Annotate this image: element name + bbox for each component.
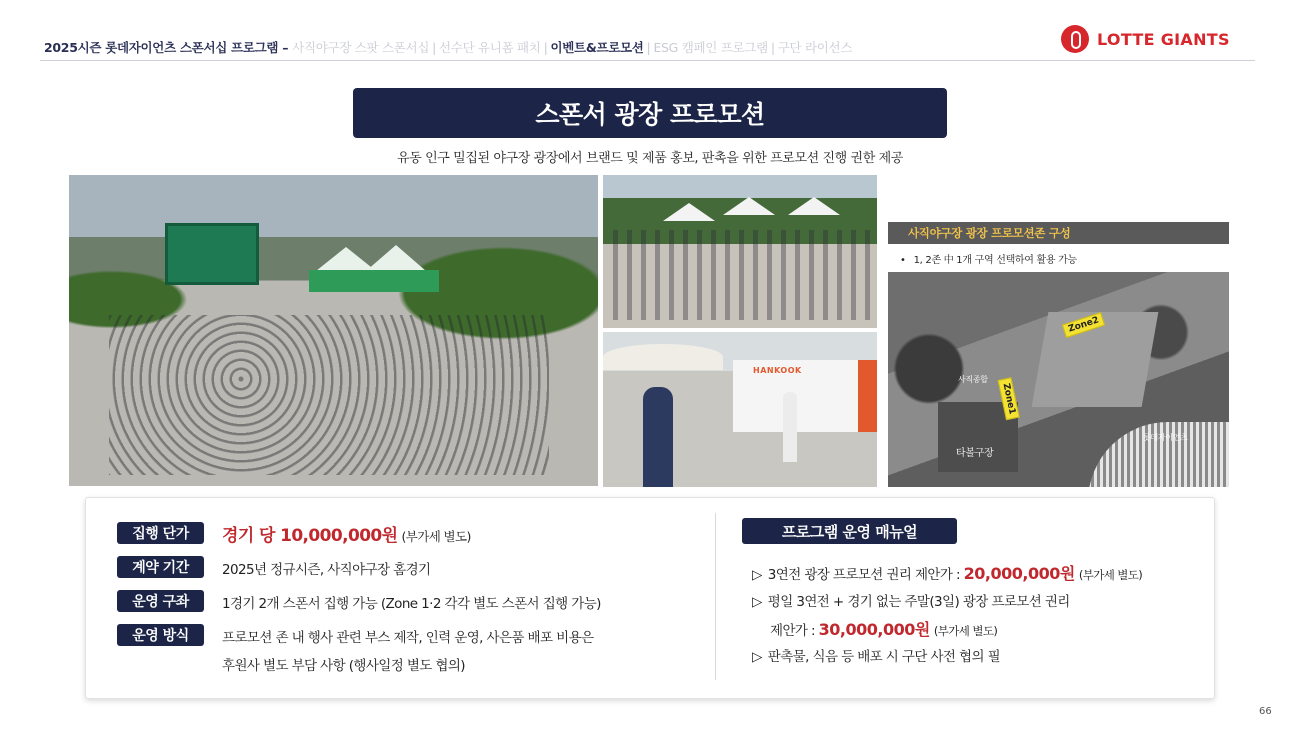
value-operation-1: 프로모션 존 내 행사 관련 부스 제작, 인력 운영, 사은품 배포 비용은 — [222, 630, 594, 646]
manual-line-2: ▷ 평일 3연전 + 경기 없는 주말(3일) 광장 프로모션 권리 — [752, 594, 1070, 610]
photo-plaza-crowd — [69, 175, 598, 486]
nav-item-spot[interactable]: 사직야구장 스팟 스폰서십 — [292, 40, 430, 55]
manual-line-3: 제안가 : 30,000,000원 (부가세 별도) — [770, 620, 998, 639]
page-number: 66 — [1259, 706, 1272, 717]
label-slots: 운영 구좌 — [117, 590, 204, 612]
header-divider — [40, 60, 1255, 61]
manual-line-1: ▷ 3연전 광장 프로모션 권리 제안가 : 20,000,000원 (부가세 별도) — [752, 564, 1143, 583]
value-operation-2: 후원사 별도 부담 사항 (행사일정 별도 협의) — [222, 658, 465, 674]
photo-queue-tents — [603, 175, 877, 328]
page-title: 스폰서 광장 프로모션 — [353, 88, 947, 138]
label-contract: 계약 기간 — [117, 556, 204, 578]
logo-text: LOTTE GIANTS — [1097, 29, 1230, 49]
aerial-note: • 1, 2존 中 1개 구역 선택하여 활용 가능 — [900, 255, 1077, 266]
zone1-tag: Zone1 — [998, 377, 1020, 420]
aerial-header: 사직야구장 광장 프로모션존 구성 — [888, 222, 1229, 244]
nav-item-license[interactable]: 구단 라이선스 — [777, 40, 853, 55]
page-subtitle: 유동 인구 밀집된 야구장 광장에서 브랜드 및 제품 홍보, 판촉을 위한 프로모션 진행 권한 제공 — [397, 151, 903, 166]
aerial-map — [888, 272, 1229, 487]
breadcrumb-main: 2025시즌 롯데자이언츠 스폰서십 프로그램 — [44, 40, 279, 55]
lotte-giants-logo — [1061, 24, 1230, 54]
photo-sponsor-booth — [603, 332, 877, 487]
manual-title: 프로그램 운영 매뉴얼 — [742, 518, 957, 544]
map-label-stadium: 롯데자이언츠 — [1143, 433, 1188, 442]
booth-brand-text: HANKOOK — [753, 366, 802, 375]
manual-line-4: ▷ 판촉물, 식음 등 배포 시 구단 사전 협의 필 — [752, 649, 1001, 665]
breadcrumb-separator: – — [278, 40, 293, 55]
nav-item-event[interactable]: 이벤트&프로모션 — [550, 40, 644, 55]
led-screen — [165, 223, 259, 285]
label-operation: 운영 방식 — [117, 624, 204, 646]
lotte-logo-icon — [1061, 25, 1089, 53]
value-slots: 1경기 2개 스폰서 집행 가능 (Zone 1·2 각각 별도 스폰서 집행 가능) — [222, 596, 601, 612]
info-divider — [715, 513, 716, 680]
value-price: 경기 당 10,000,000원 (부가세 별도) — [222, 526, 471, 546]
nav-item-esg[interactable]: ESG 캠페인 프로그램 — [653, 40, 768, 55]
breadcrumb: 2025시즌 롯데자이언츠 스폰서십 프로그램 – 사직야구장 스팟 스폰서십 | 선수단 유니폼 패치 | 이벤트&프로모션 | ESG 캠페인 프로그램 | 구단 라이선스 — [44, 40, 853, 55]
label-price: 집행 단가 — [117, 522, 204, 544]
value-contract: 2025년 정규시즌, 사직야구장 홈경기 — [222, 562, 431, 578]
nav-item-uniform[interactable]: 선수단 유니폼 패치 — [439, 40, 541, 55]
map-label-court: 타볼구장 — [956, 448, 994, 459]
zone2-tag: Zone2 — [1062, 312, 1106, 338]
map-label-left: 사직종합 — [958, 375, 988, 384]
